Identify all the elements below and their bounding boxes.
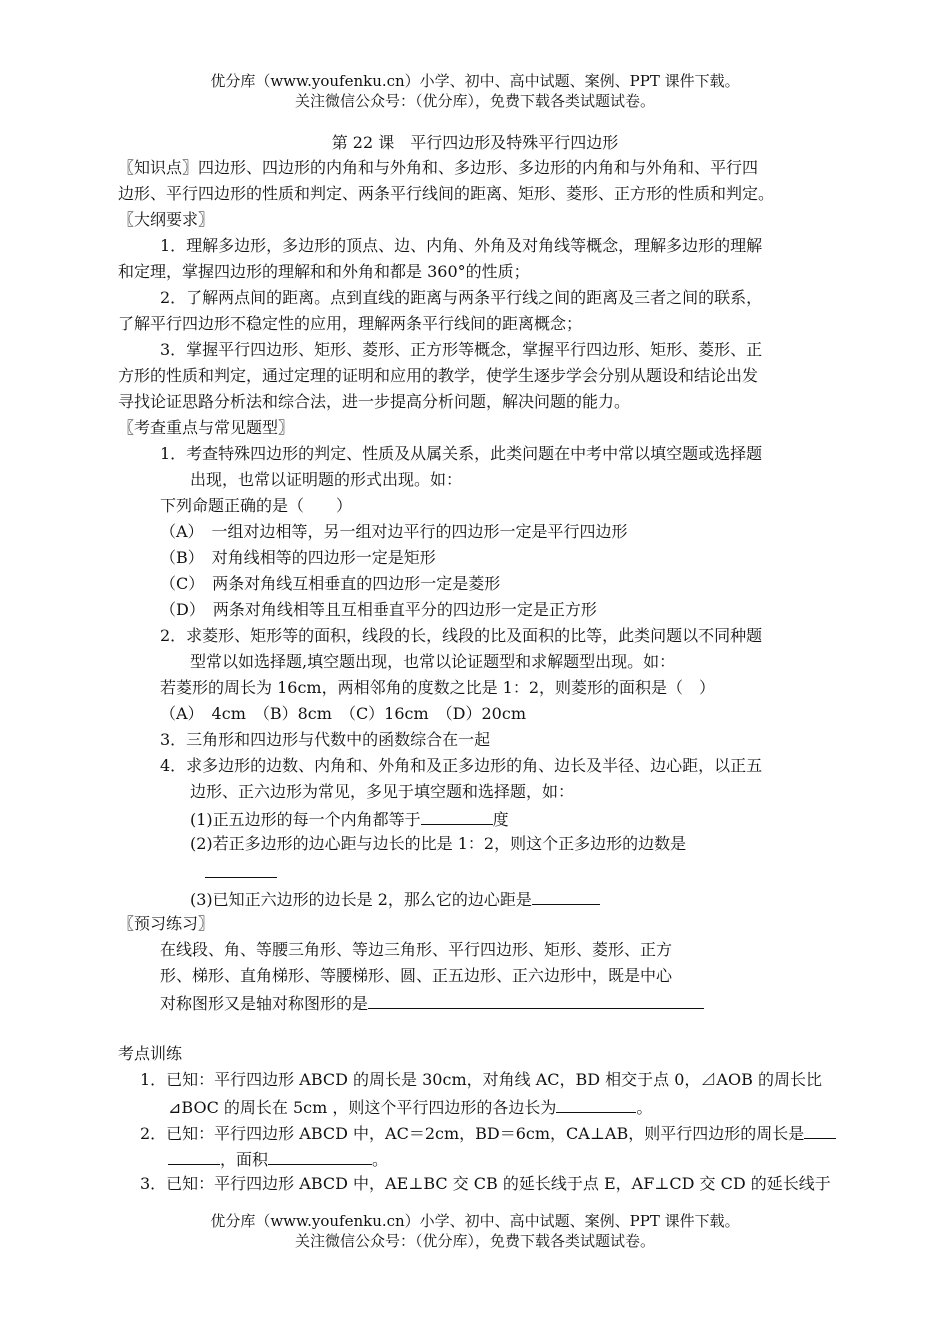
training-heading: 考点训练 [118, 1044, 183, 1063]
training-3-line-1: 3．已知：平行四边形 ABCD 中，AE⊥BC 交 CB 的延长线于点 E，AF⊥CD 交 CD 的延长线于 [140, 1174, 831, 1193]
syllabus-item-1-line-2: 和定理，掌握四边形的理解和和外角和都是 360°的性质； [118, 262, 530, 281]
sub-question-2: (2)若正多边形的边心距与边长的比是 1：2，则这个正多边形的边数是 [190, 834, 687, 853]
syllabus-item-3-line-3: 寻找论证思路分析法和综合法，进一步提高分析问题，解决问题的能力。 [118, 392, 631, 411]
answer-blank [804, 1121, 836, 1139]
knowledge-line-1: 〖知识点〗四边形、四边形的内角和与外角和、多边形、多边形的内角和与外角和、平行四 [118, 158, 759, 177]
focus-point-4-line-1: 4．求多边形的边数、内角和、外角和及正多边形的角、边长及半径、边心距，以正五 [160, 756, 763, 775]
lesson-title: 第 22 课 平行四边形及特殊平行四边形 [331, 133, 619, 152]
focus-point-2-line-1: 2．求菱形、矩形等的面积，线段的长，线段的比及面积的比等，此类问题以不同种题 [160, 626, 763, 645]
focus-point-1-line-1: 1．考查特殊四边形的判定、性质及从属关系，此类问题在中考中常以填空题或选择题 [160, 444, 763, 463]
syllabus-item-3-line-2: 方形的性质和判定，通过定理的证明和应用的教学，使学生逐步学会分别从题设和结论出发 [118, 366, 759, 385]
answer-blank [556, 1095, 636, 1113]
focus-point-4-line-2: 边形、正六边形为常见，多见于填空题和选择题，如： [190, 782, 575, 801]
training-1-line-1: 1．已知：平行四边形 ABCD 的周长是 30cm，对角线 AC，BD 相交于点 0，⊿AOB 的周长比 [140, 1070, 822, 1089]
focus-heading: 〖考查重点与常见题型〗 [118, 418, 295, 437]
sub-question-2-blank [205, 860, 277, 884]
preview-heading: 〖预习练习〗 [118, 914, 215, 933]
answer-blank [532, 887, 600, 905]
training-2-line-1: 2．已知：平行四边形 ABCD 中，AC＝2cm，BD＝6cm，CA⊥AB，则平行四边形的周长是 [140, 1121, 836, 1145]
focus-point-2-line-2: 型常以如选择题,填空题出现，也常以论证题型和求解题型出现。如： [190, 652, 676, 671]
question-2-options: （A） 4cm （B）8cm （C）16cm （D）20cm [160, 704, 526, 723]
focus-point-1-line-2: 出现，也常以证明题的形式出现。如： [190, 470, 463, 489]
option-d: （D） 两条对角线相等且互相垂直平分的四边形一定是正方形 [160, 600, 597, 619]
answer-blank [205, 860, 277, 878]
option-a: （A） 一组对边相等，另一组对边平行的四边形一定是平行四边形 [160, 522, 628, 541]
training-1-line-2: ⊿BOC 的周长在 5cm ，则这个平行四边形的各边长为 。 [168, 1095, 652, 1119]
answer-blank [268, 1147, 372, 1165]
preview-line-3: 对称图形又是轴对称图形的是 [160, 991, 704, 1015]
syllabus-item-1-line-1: 1．理解多边形，多边形的顶点、边、内角、外角及对角线等概念，理解多边形的理解 [160, 236, 763, 255]
page-header-line-1: 优分库（www.youfenku.cn）小学、初中、高中试题、案例、PPT 课件下载。 [210, 72, 740, 90]
sub-question-1: (1)正五边形的每一个内角都等于 度 [190, 807, 509, 831]
syllabus-heading: 〖大纲要求〗 [118, 210, 215, 229]
example-question-1: 下列命题正确的是（ ） [160, 496, 353, 515]
sub-question-3: (3)已知正六边形的边长是 2，那么它的边心距是 [190, 887, 600, 911]
page-footer-line-1: 优分库（www.youfenku.cn）小学、初中、高中试题、案例、PPT 课件下载。 [210, 1212, 740, 1230]
page-footer-line-2: 关注微信公众号：（优分库），免费下载各类试题试卷。 [294, 1232, 655, 1250]
answer-blank [168, 1147, 220, 1165]
preview-line-2: 形、梯形、直角梯形、等腰梯形、圆、正五边形、正六边形中，既是中心 [160, 966, 673, 985]
page-header-line-2: 关注微信公众号：（优分库），免费下载各类试题试卷。 [294, 92, 655, 110]
syllabus-item-3-line-1: 3．掌握平行四边形、矩形、菱形、正方形等概念，掌握平行四边形、矩形、菱形、正 [160, 340, 763, 359]
preview-line-1: 在线段、角、等腰三角形、等边三角形、平行四边形、矩形、菱形、正方 [160, 940, 673, 959]
training-2-line-2: ，面积 。 [168, 1147, 388, 1171]
option-c: （C） 两条对角线互相垂直的四边形一定是菱形 [160, 574, 501, 593]
focus-point-3: 3．三角形和四边形与代数中的函数综合在一起 [160, 730, 491, 749]
answer-blank [368, 991, 704, 1009]
option-b: （B） 对角线相等的四边形一定是矩形 [160, 548, 436, 567]
answer-blank [421, 807, 493, 825]
syllabus-item-2-line-1: 2．了解两点间的距离。点到直线的距离与两条平行线之间的距离及三者之间的联系， [160, 288, 763, 307]
knowledge-line-2: 边形、平行四边形的性质和判定、两条平行线间的距离、矩形、菱形、正方形的性质和判定。 [118, 184, 775, 203]
syllabus-item-2-line-2: 了解平行四边形不稳定性的应用，理解两条平行线间的距离概念； [118, 314, 583, 333]
example-question-2: 若菱形的周长为 16cm，两相邻角的度数之比是 1：2，则菱形的面积是（ ） [160, 678, 716, 697]
